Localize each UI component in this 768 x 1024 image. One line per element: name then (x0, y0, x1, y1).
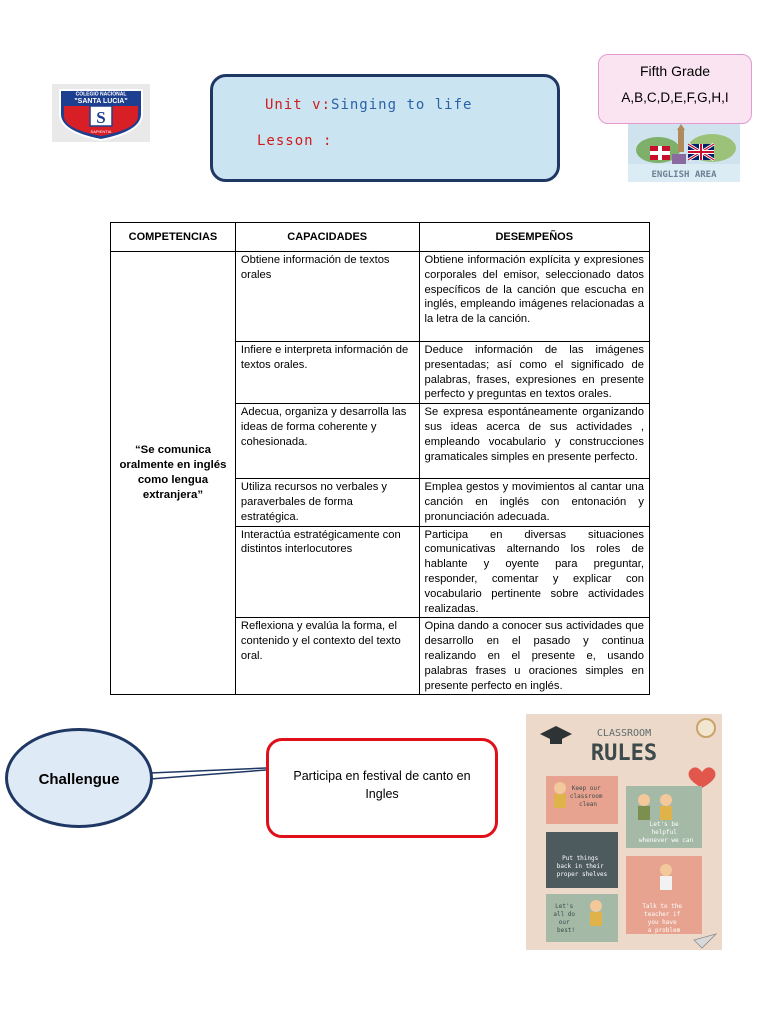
header-capacidades: CAPACIDADES (235, 223, 419, 252)
lesson-label: Lesson : (257, 133, 333, 149)
unit-name: Singing to life (331, 97, 473, 113)
table-header-row (111, 223, 650, 252)
unit-prefix: Unit v: (265, 97, 332, 113)
capacidad-cell: Utiliza recursos no verbales y paraverbales de forma estratégica. (235, 479, 419, 526)
challenge-connector (150, 765, 270, 785)
challenge-bubble (5, 728, 153, 828)
poster-title-small: CLASSROOM (596, 728, 652, 739)
svg-text:Let's be helpful w: Let's be helpful whenever we can (638, 821, 694, 844)
desempeno-cell: Deduce información de las imágenes presentadas; así como el significado de palabras, frases, expresiones en presente perfecto y preguntas en textos orales. (419, 342, 649, 404)
logo-name: "SANTA LUCIA" (74, 98, 128, 105)
table-row (111, 252, 650, 342)
capacidad-cell: Reflexiona y evalúa la forma, el contenido y el contexto del texto oral. (235, 618, 419, 695)
svg-text:Keep our classroom: Keep our classroom clean (569, 785, 603, 808)
capacidad-cell: Interactúa estratégicamente con distintos interlocutores (235, 526, 419, 618)
competencias-table (110, 222, 650, 695)
clock-icon (697, 719, 715, 737)
header-desempenos: DESEMPEÑOS (419, 223, 649, 252)
desempeno-cell: Participa en diversas situaciones comunicativas alternando los roles de hablante y oyente para preguntar, responder, comentar y explicar con vocabulario pertinente sobre actividades realizadas. (419, 526, 649, 618)
capacidad-cell: Infiere e interpreta información de textos orales. (235, 342, 419, 404)
grade-box (598, 54, 752, 124)
svg-text:Let's all do our: Let's all do our best! (553, 903, 576, 934)
english-area-caption: ENGLISH AREA (651, 170, 717, 180)
desempeno-cell: Obtiene información explícita y expresiones corporales del emisor, seleccionado datos específicos de la canción que escucha en inglés, empleando imágenes relacionadas a la letra de la canción. (419, 252, 649, 342)
challenge-label: Challengue (38, 771, 120, 788)
svg-text:Talk to the teacher if: Talk to the teacher if you have a problem (642, 903, 683, 934)
challenge-text: Participa en festival de canto en Ingles (293, 769, 471, 801)
poster-title-big: RULES (590, 741, 658, 766)
logo-top-text: COLEGIO NACIONAL (75, 91, 127, 98)
svg-text:Put things back in their: Put things back in their proper shelves (556, 855, 608, 878)
capacidad-cell: Adecua, organiza y desarrolla las ideas de forma coherente y cohesionada. (235, 404, 419, 479)
competencia-cell: “Se comunica oralmente en inglés como lengua extranjera” (111, 252, 236, 695)
desempeno-cell: Opina dando a conocer sus actividades que desarrollo en el pasado y continua realizando en el presente e, usando palabras frases u oraciones simples en presente perfecto en inglés. (419, 618, 649, 695)
unit-title (265, 97, 472, 113)
logo-letter: S (96, 108, 106, 127)
classroom-rules-poster (526, 714, 722, 950)
unit-box (210, 74, 560, 182)
grade-sections: A,B,C,D,E,F,G,H,I (621, 90, 729, 105)
school-logo (52, 84, 150, 142)
logo-motto: SAPIENTIA (90, 129, 112, 134)
header-competencias: COMPETENCIAS (111, 223, 236, 252)
english-area-image (628, 124, 740, 182)
grade-title: Fifth Grade (639, 63, 711, 79)
desempeno-cell: Emplea gestos y movimientos al cantar una canción en inglés con entonación y pronunciación adecuada. (419, 479, 649, 526)
capacidad-cell: Obtiene información de textos orales (235, 252, 419, 342)
desempeno-cell: Se expresa espontáneamente organizando sus ideas acerca de sus actividades , empleando vocabulario y construcciones gramaticales simples en presente perfecto. (419, 404, 649, 479)
challenge-box (266, 738, 498, 838)
